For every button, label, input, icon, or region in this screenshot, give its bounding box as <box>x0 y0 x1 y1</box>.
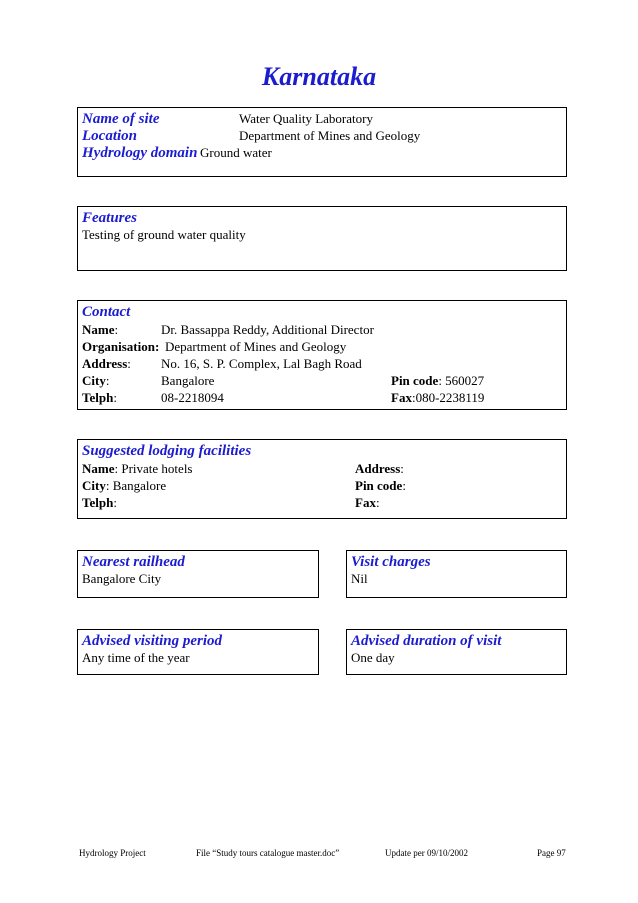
hydrology-domain-row <box>82 145 562 162</box>
contact-address-value: No. 16, S. P. Complex, Lal Bagh Road <box>161 356 362 371</box>
visit-duration-text: One day <box>351 650 395 665</box>
railhead-box <box>77 550 319 598</box>
visiting-period-text: Any time of the year <box>82 650 190 665</box>
lodging-telph-label: Telph <box>82 495 114 510</box>
lodging-row-2 <box>82 478 562 495</box>
hydrology-domain-value: Ground water <box>200 145 272 160</box>
visiting-period-box <box>77 629 319 675</box>
footer-file: File “Study tours catalogue master.doc” <box>196 848 340 858</box>
contact-org-row <box>82 339 562 356</box>
charges-box <box>346 550 567 598</box>
contact-org-label: Organisation: <box>82 339 160 354</box>
railhead-heading: Nearest railhead <box>82 554 185 570</box>
contact-org-value: Department of Mines and Geology <box>165 339 347 354</box>
lodging-pin-value: : <box>402 478 406 493</box>
footer-project: Hydrology Project <box>79 848 146 858</box>
lodging-box <box>77 439 567 519</box>
contact-city-row: City: Bangalore Pin code: 560027 <box>82 373 485 388</box>
contact-telph-row: Telph: 08-2218094 Fax:080-2238119 <box>82 390 485 405</box>
contact-name-label: Name <box>82 322 115 337</box>
lodging-fax-value: : <box>375 495 380 510</box>
lodging-city-label: City <box>82 478 106 493</box>
features-heading: Features <box>82 210 138 226</box>
lodging-fax-label: Fax <box>355 495 376 510</box>
lodging-heading: Suggested lodging facilities <box>82 443 252 459</box>
railhead-text: Bangalore City <box>82 571 162 586</box>
contact-address-row: Address: No. 16, S. P. Complex, Lal Bagh Road <box>82 356 362 371</box>
contact-name-value: Dr. Bassappa Reddy, Additional Director <box>161 322 374 337</box>
footer-update: Update per 09/10/2002 <box>385 848 468 858</box>
charges-text: Nil <box>351 571 368 586</box>
visiting-period-heading: Advised visiting period <box>82 633 222 649</box>
contact-box <box>77 300 567 410</box>
site-name-row <box>82 111 562 128</box>
contact-fax-label: Fax <box>391 390 412 405</box>
lodging-name-label: Name <box>82 461 115 476</box>
site-info-box <box>77 107 567 177</box>
contact-address-label: Address <box>82 356 128 371</box>
site-name-value: Water Quality Laboratory <box>239 111 373 126</box>
hydrology-domain-label: Hydrology domain <box>82 145 198 161</box>
lodging-telph-value: : <box>113 495 117 510</box>
lodging-pin-label: Pin code <box>355 478 403 493</box>
contact-fax-value: :080-2238119 <box>411 390 485 405</box>
contact-heading: Contact <box>82 304 131 320</box>
contact-pin-value: : 560027 <box>438 373 485 388</box>
visit-duration-heading: Advised duration of visit <box>351 633 502 649</box>
lodging-address-value: : <box>400 461 404 476</box>
footer-page: Page 97 <box>537 848 566 858</box>
lodging-address-label: Address <box>355 461 401 476</box>
site-name-label: Name of site <box>82 111 160 127</box>
lodging-city-value: : Bangalore <box>105 478 167 493</box>
page-title: Karnataka <box>261 62 377 91</box>
lodging-name-value: : Private hotels <box>114 461 193 476</box>
contact-name-row: Name: Dr. Bassappa Reddy, Additional Director <box>82 322 374 337</box>
charges-heading: Visit charges <box>351 554 431 570</box>
site-location-value: Department of Mines and Geology <box>239 128 421 143</box>
site-location-row <box>82 128 562 145</box>
lodging-row-3 <box>82 495 562 512</box>
site-location-label: Location <box>82 128 137 144</box>
features-text: Testing of ground water quality <box>82 227 246 242</box>
features-box <box>77 206 567 271</box>
contact-city-value: Bangalore <box>161 373 215 388</box>
contact-city-label: City <box>82 373 106 388</box>
visit-duration-box <box>346 629 567 675</box>
contact-telph-value: 08-2218094 <box>161 390 224 405</box>
contact-telph-label: Telph <box>82 390 114 405</box>
contact-pin-label: Pin code <box>391 373 439 388</box>
lodging-row-1 <box>82 461 562 478</box>
